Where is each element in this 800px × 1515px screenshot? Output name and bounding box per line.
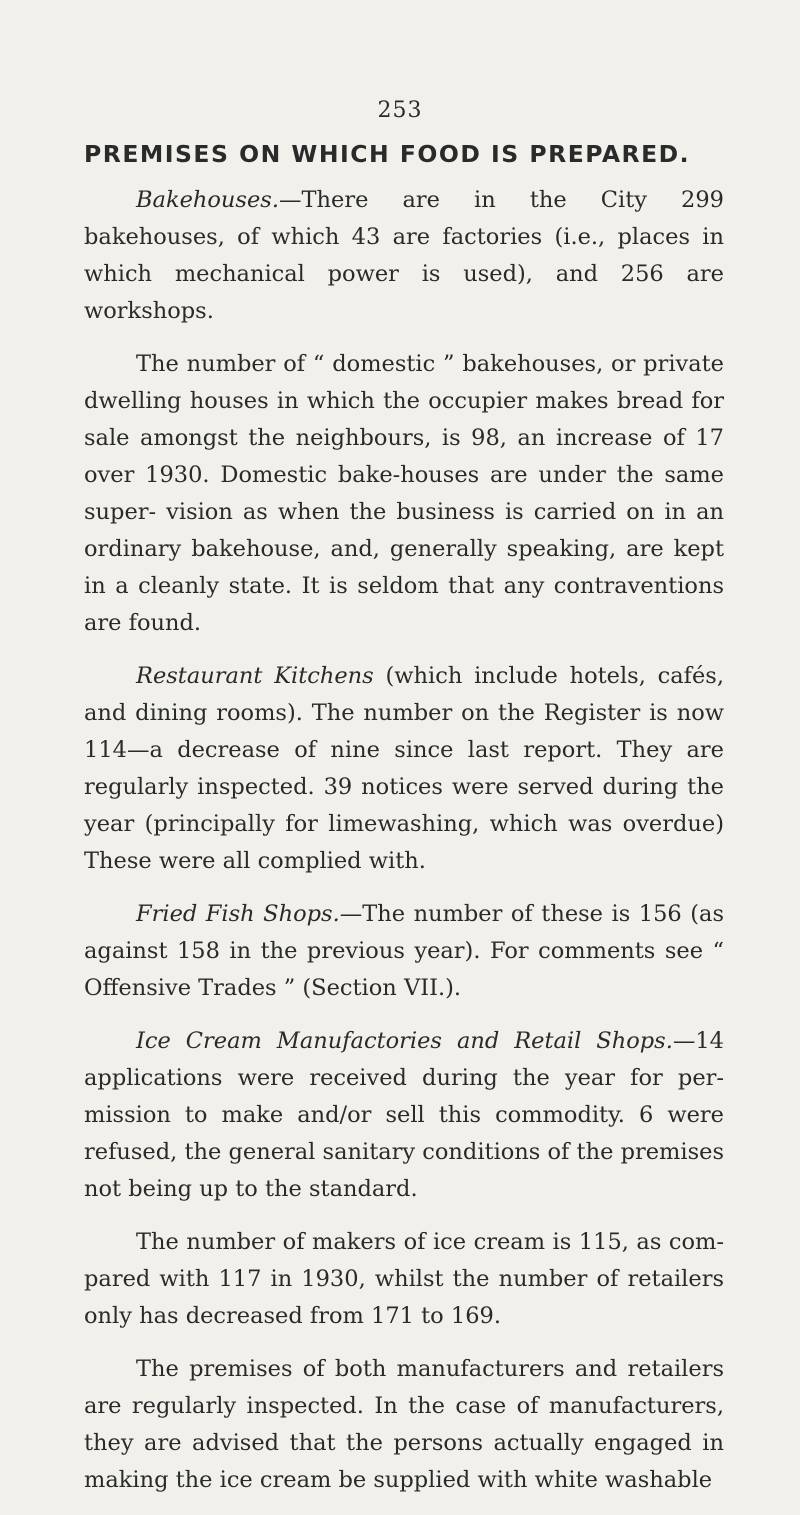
- section-heading: PREMISES ON WHICH FOOD IS PREPARED.: [84, 140, 691, 168]
- paragraph-domestic-bakehouses: [84, 346, 724, 642]
- paragraph-bakehouses: [84, 182, 724, 330]
- paragraph-title: Fried Fish Shops.: [136, 901, 340, 927]
- paragraph-text: (which include hotels, cafés, and dining rooms). The number on the Register is now 114—a decrease of nine since last report. They are regularly inspected. 39 notices were served during the year (principally for limewashing, which was overdue) These were all complied with.: [84, 663, 724, 874]
- paragraph-text: —14 applications were received during the year for per- mission to make and/or sell this commodity. 6 were refused, the general sanitary conditions of the premises not being up to the standard.: [84, 1028, 724, 1202]
- paragraph-text: —The number of these is 156 (as against 158 in the previous year). For comments see “ Offensive Trades ” (Section VII.).: [84, 901, 725, 1001]
- paragraph-text: The number of makers of ice cream is 115, as com- pared with 117 in 1930, whilst the number of retailers only has decreased from 171 to 169.: [84, 1229, 724, 1329]
- paragraph-restaurant-kitchens: [84, 658, 724, 880]
- paragraph-fried-fish-shops: [84, 896, 724, 1007]
- paragraph-ice-cream-makers: [84, 1224, 724, 1335]
- page-number: 253: [377, 98, 423, 123]
- body-text: [84, 182, 724, 1515]
- paragraph-ice-cream: [84, 1023, 724, 1208]
- paragraph-title: Ice Cream Manufactories and Retail Shops.: [136, 1028, 673, 1054]
- paragraph-premises-inspection: [84, 1351, 724, 1499]
- paragraph-title: Bakehouses.: [136, 187, 279, 213]
- paragraph-title: Restaurant Kitchens: [136, 663, 374, 689]
- paragraph-text: —There are in the City 299 bakehouses, of which 43 are factories (i.e., places in which mechanical power is used), and 256 are workshops.: [84, 187, 724, 324]
- paragraph-text: The number of “ domestic ” bakehouses, or private dwelling houses in which the occupier makes bread for sale amongst the neighbours, is 98, an increase of 17 over 1930. Domestic bake-houses are under the same super- vision as when the business is carried on in an ordinary bakehouse, and, generally speaking, are kept in a cleanly state. It is seldom that any contraventions are found.: [84, 351, 724, 636]
- paragraph-text: The premises of both manufacturers and retailers are regularly inspected. In the case of manufacturers, they are advised that the persons actually engaged in making the ice cream be supplied with white washable: [84, 1356, 724, 1493]
